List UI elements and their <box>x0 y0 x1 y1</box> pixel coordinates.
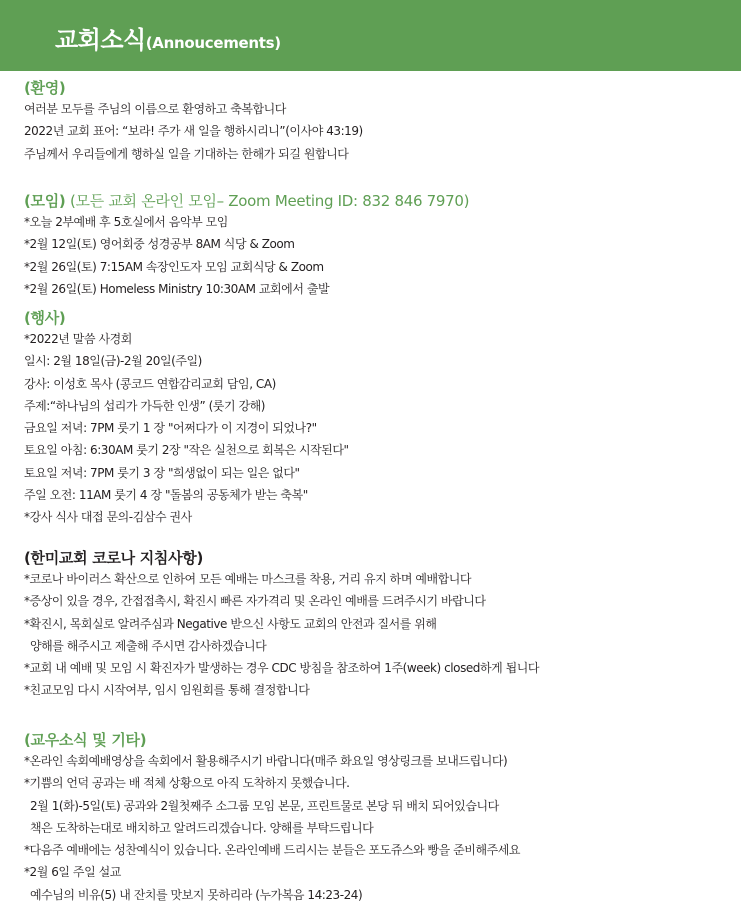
text-line: 일시: 2월 18일(금)-2월 20일(주일) <box>24 354 202 369</box>
text-line: 2022년 교회 표어: “보라! 주가 새 일을 행하시리니”(이사야 43:19) <box>24 124 363 139</box>
text-line: 책은 도착하는대로 배치하고 알려드리겠습니다. 양해를 부탁드립니다 <box>30 820 374 835</box>
text-line: 주님께서 우리들에게 행하실 일을 기대하는 한해가 되길 원합니다 <box>24 146 349 161</box>
text-line: 토요일 아침: 6:30AM 룻기 2장 "작은 실천으로 회복은 시작된다" <box>24 443 349 458</box>
text-line: 주제:“하나님의 섭리가 가득한 인생” (룻기 강해) <box>24 398 265 413</box>
text-line: *친교모임 다시 시작여부, 임시 임원회를 통해 결정합니다 <box>24 683 310 698</box>
section-heading: (교우소식 및 기타) <box>24 731 147 749</box>
text-line: *온라인 속회예배영상을 속회에서 활용해주시기 바랍니다(매주 화요일 영상링크를 보내드립니다) <box>24 754 508 768</box>
section-heading: (한미교회 코로나 지침사항) <box>24 549 204 567</box>
section-meetings <box>24 191 736 300</box>
header-banner <box>0 0 741 71</box>
text-line: 예수님의 비유(5) 내 잔치를 맛보지 못하리라 (누가복음 14:23-24) <box>30 887 363 902</box>
section-events <box>24 308 736 529</box>
text-line: 양해를 해주시고 제출해 주시면 감사하겠습니다 <box>30 638 267 653</box>
section-member-news <box>24 730 736 906</box>
text-line: 2월 1(화)-5일(토) 공과와 2월첫째주 소그룹 모임 본문, 프린트물로 본당 뒤 배치 되어있습니다 <box>30 798 499 813</box>
title-subtitle: (Annoucements) <box>145 34 281 52</box>
section-covid-guidelines <box>24 548 736 702</box>
section-welcome <box>24 78 736 165</box>
text-line: *강사 식사 대접 문의-김삼수 권사 <box>24 510 192 525</box>
text-line: 금요일 저녁: 7PM 룻기 1 장 "어쩌다가 이 지경이 되었나?" <box>24 421 317 436</box>
text-line: 주일 오전: 11AM 룻기 4 장 "돌봄의 공동체가 받는 축복" <box>24 488 308 503</box>
text-line: 강사: 이성호 목사 (콩코드 연합감리교회 담임, CA) <box>24 376 276 391</box>
text-line: *확진시, 목회실로 알려주심과 Negative 받으신 사항도 교회의 안전과 질서를 위해 <box>24 616 437 631</box>
text-line: *다음주 예배에는 성찬예식이 있습니다. 온라인예배 드리시는 분들은 포도쥬스와 빵을 준비해주세요 <box>24 843 521 858</box>
text-line: *기쁨의 언덕 공과는 배 적체 상황으로 아직 도착하지 못했습니다. <box>24 776 350 791</box>
text-line: *2022년 말씀 사경회 <box>24 332 132 346</box>
section-heading <box>24 191 736 211</box>
text-line: *2월 26일(토) 7:15AM 속장인도자 모임 교회식당 & Zoom <box>24 259 324 274</box>
section-heading: (환영) <box>24 79 66 97</box>
section-heading: (행사) <box>24 309 66 327</box>
text-line: *증상이 있을 경우, 간접접촉시, 확진시 빠른 자가격리 및 온라인 예배를 드려주시기 바랍니다 <box>24 594 486 609</box>
text-line: *코로나 바이러스 확산으로 인하여 모든 예배는 마스크를 착용, 거리 유지 하며 예배합니다 <box>24 572 472 586</box>
zoom-meeting-id: (모든 교회 온라인 모임– Zoom Meeting ID: 832 846 7970) <box>65 192 470 210</box>
text-line: *2월 26일(토) Homeless Ministry 10:30AM 교회에서 출발 <box>24 281 330 296</box>
text-line: *오늘 2부예배 후 5호실에서 음악부 모임 <box>24 215 228 229</box>
text-line: *2월 12일(토) 영어회중 성경공부 8AM 식당 & Zoom <box>24 237 295 252</box>
text-line: *교회 내 예배 및 모임 시 확진자가 발생하는 경우 CDC 방침을 참조하여 1주(week) closed하게 됩니다 <box>24 661 540 676</box>
text-line: 토요일 저녁: 7PM 룻기 3 장 "희생없이 되는 일은 없다" <box>24 465 300 480</box>
text-line: *2월 6일 주일 설교 <box>24 865 121 880</box>
text-line: 여러분 모두를 주님의 이름으로 환영하고 축복합니다 <box>24 102 286 116</box>
title-main: 교회소식 <box>55 26 146 54</box>
page-title <box>55 20 281 55</box>
heading-label: (모임) <box>24 192 66 210</box>
